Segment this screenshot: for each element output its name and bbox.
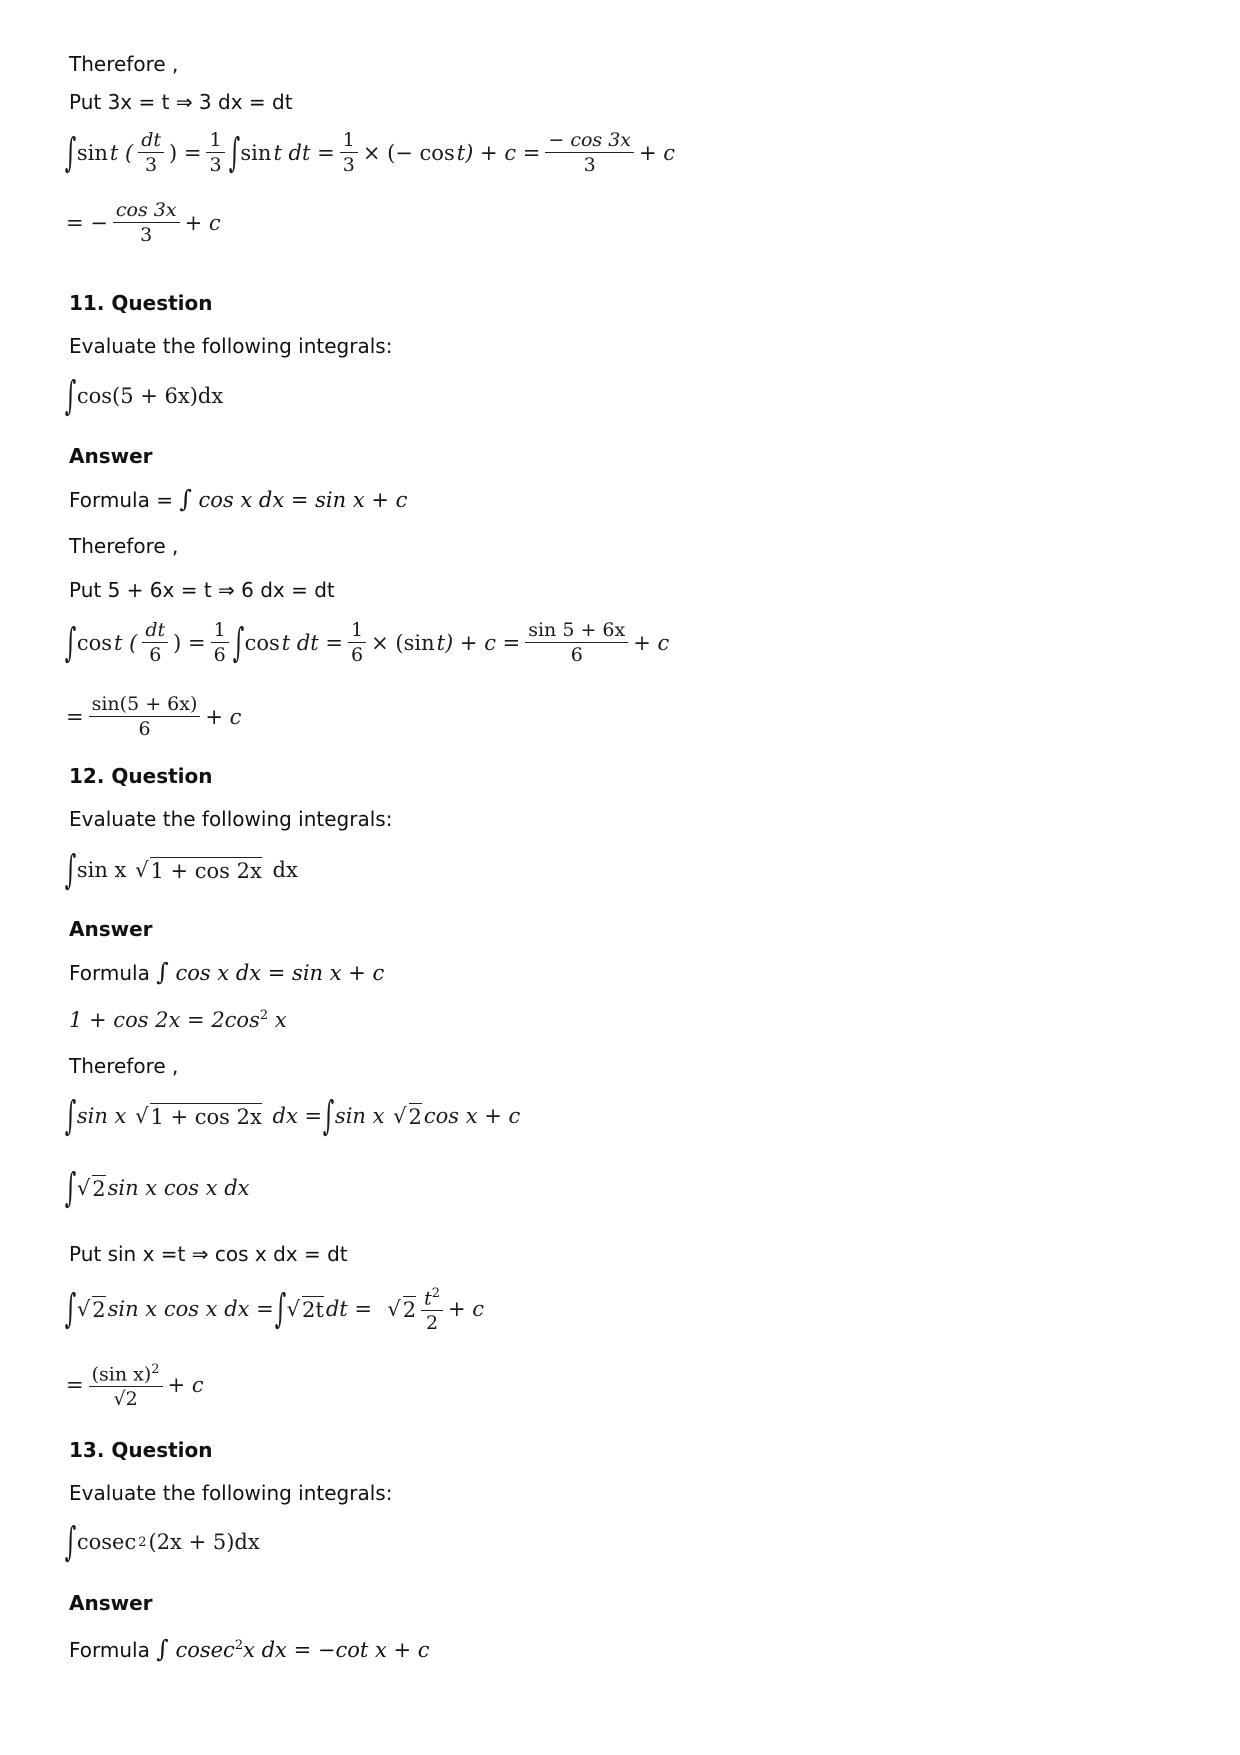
- question-prompt: Evaluate the following integrals:: [69, 334, 393, 358]
- equation-result: = $\frac{(\sin x)^2}{√2}$ + c: [66, 1358, 204, 1411]
- formula-line: Formula ∫ cos x dx = sin x + c: [69, 958, 385, 986]
- formula-line: Formula = ∫ cos x dx = sin x + c: [69, 485, 408, 513]
- answer-label: Answer: [69, 444, 153, 468]
- equation-step: ∫ √ 2 sin x cos x dx = ∫ √ 2t dt = √ 2 $\frac{t^2}{2}$ + c: [66, 1282, 484, 1335]
- answer-label: Answer: [69, 917, 153, 941]
- substitution-text: Put 3x = t ⇒ 3 dx = dt: [69, 90, 293, 114]
- question-prompt: Evaluate the following integrals:: [69, 807, 393, 831]
- equation-substitution: ∫ sin t ( $\frac{dt}{3}$ ) = $\frac{1}{3}$ ∫ sin t dt = $\frac{1}{3}$ × (− cos t) + c = $\frac{- \cos 3x}{3}$ + c: [64, 129, 676, 176]
- equation-result: = − $\frac{\cos 3x}{3}$ + c: [66, 199, 221, 246]
- question-heading: 13. Question: [69, 1438, 213, 1462]
- identity-line: $1 + \cos 2x = 2\cos^2$ x: [69, 1008, 287, 1032]
- question-integral: ∫ cosec 2 (2x + 5)dx: [64, 1519, 260, 1565]
- therefore-text: Therefore ,: [69, 534, 179, 558]
- substitution-text: Put 5 + 6x = t ⇒ 6 dx = dt: [69, 578, 335, 602]
- answer-label: Answer: [69, 1591, 153, 1615]
- question-integral: ∫ sin x √ 1 + cos 2x dx: [64, 847, 298, 893]
- question-heading: 11. Question: [69, 291, 213, 315]
- equation-substitution: ∫ cos t ( $\frac{dt}{6}$ ) = $\frac{1}{6}$ ∫ cos t dt = $\frac{1}{6}$ × (sin t) + c = $\frac{\sin 5 + 6x}{6}$ + c: [64, 619, 670, 666]
- therefore-text: Therefore ,: [69, 1054, 179, 1078]
- question-heading: 12. Question: [69, 764, 213, 788]
- question-prompt: Evaluate the following integrals:: [69, 1481, 393, 1505]
- equation-step: ∫ sin x √ 1 + cos 2x dx = ∫ sin x √ 2 cos x + c: [64, 1093, 521, 1139]
- therefore-text: Therefore ,: [69, 52, 179, 76]
- formula-line: Formula ∫ cosec$^2$x dx = −cot x + c: [69, 1635, 430, 1663]
- equation-result: = $\frac{\sin(5 + 6x)}{6}$ + c: [66, 693, 242, 740]
- question-integral: ∫ cos(5 + 6x)dx: [64, 373, 224, 419]
- substitution-text: Put sin x =t ⇒ cos x dx = dt: [69, 1242, 348, 1266]
- equation-step: ∫ √ 2 sin x cos x dx: [64, 1165, 250, 1211]
